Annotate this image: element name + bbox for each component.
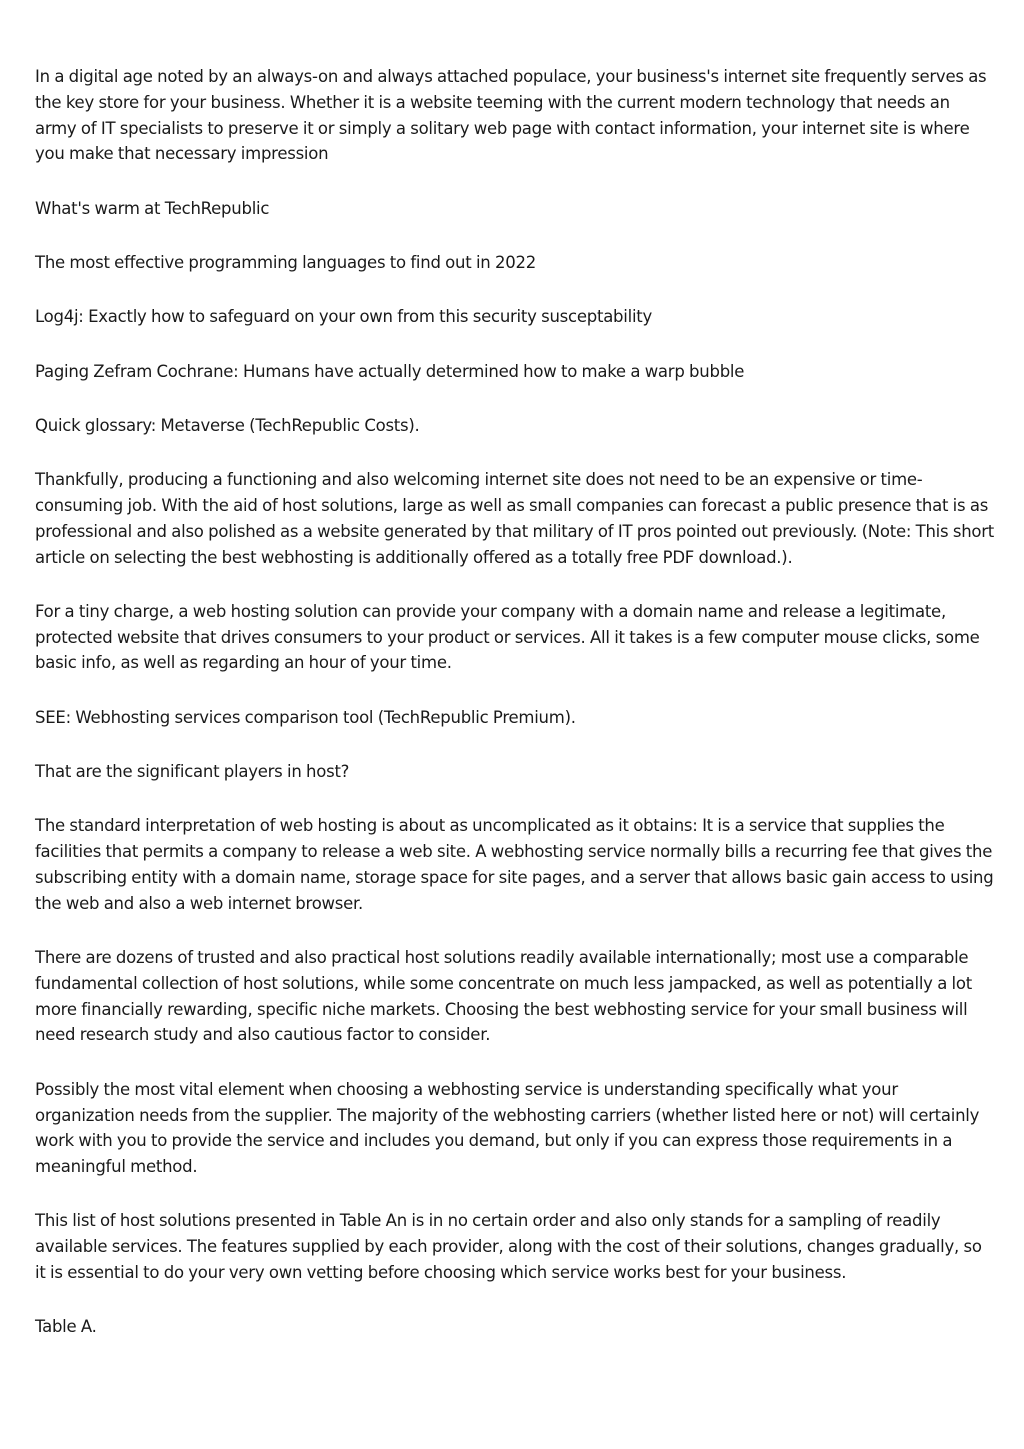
table-caption: Table A. xyxy=(35,1317,97,1337)
list-item-warp-bubble: Paging Zefram Cochrane: Humans have actually determined how to make a warp bubble xyxy=(35,361,745,381)
paragraph-dozens-of-solutions: There are dozens of trusted and also practical host solutions readily available internationally; most use a comparable fundamental collection of host solutions, while some concentrate on much less jampacked, as well as potentially a lot more financially rewarding, specific niche markets. Choosing the best webhosting service for your small business will need research study and also cautious factor to consider. xyxy=(35,948,972,1045)
article-body xyxy=(35,64,995,1369)
list-item-programming-languages: The most effective programming languages to find out in 2022 xyxy=(35,252,536,272)
section-heading-significant-players: That are the significant players in host? xyxy=(35,762,350,782)
paragraph-host-solutions: Thankfully, producing a functioning and also welcoming internet site does not need to be an expensive or time-consuming job. With the aid of host solutions, large as well as small companies can forecast a public presence that is as professional and also polished as a website generated by that military of IT pros pointed out previously. (Note: This short article on selecting the best webhosting is additionally offered as a totally free PDF download.). xyxy=(35,470,995,567)
paragraph-table-list: This list of host solutions presented in Table An is in no certain order and also only stands for a sampling of readily available services. The features supplied by each provider, along with the cost of their solutions, changes gradually, so it is essential to do your very own vetting before choosing which service works best for your business. xyxy=(35,1211,982,1282)
section-heading-whats-warm: What's warm at TechRepublic xyxy=(35,198,270,218)
list-item-metaverse-glossary: Quick glossary: Metaverse (TechRepublic Costs). xyxy=(35,415,420,435)
paragraph-interpretation: The standard interpretation of web hosting is about as uncomplicated as it obtains: It is a service that supplies the facilities that permits a company to release a web site. A webhosting service normally bills a recurring fee that gives the subscribing entity with a domain name, storage space for site pages, and a server that allows basic gain access to using the web and also a web internet browser. xyxy=(35,816,994,913)
paragraph-tiny-charge: For a tiny charge, a web hosting solution can provide your company with a domain name and release a legitimate, protected website that drives consumers to your product or services. All it takes is a few computer mouse clicks, some basic info, as well as regarding an hour of your time. xyxy=(35,601,980,673)
paragraph-vital-element: Possibly the most vital element when choosing a webhosting service is understanding specifically what your organization needs from the supplier. The majority of the webhosting carriers (whether listed here or not) will certainly work with you to provide the service and includes you demand, but only if you can express those requirements in a meaningful method. xyxy=(35,1079,980,1177)
list-item-log4j: Log4j: Exactly how to safeguard on your own from this security susceptability xyxy=(35,307,653,327)
intro-paragraph: In a digital age noted by an always-on and always attached populace, your business's internet site frequently serves as the key store for your business. Whether it is a website teeming with the current modern technology that needs an army of IT specialists to preserve it or simply a solitary web page with contact information, your internet site is where you make that necessary impression xyxy=(35,67,987,164)
see-also-comparison-tool: SEE: Webhosting services comparison tool (TechRepublic Premium). xyxy=(35,707,576,727)
